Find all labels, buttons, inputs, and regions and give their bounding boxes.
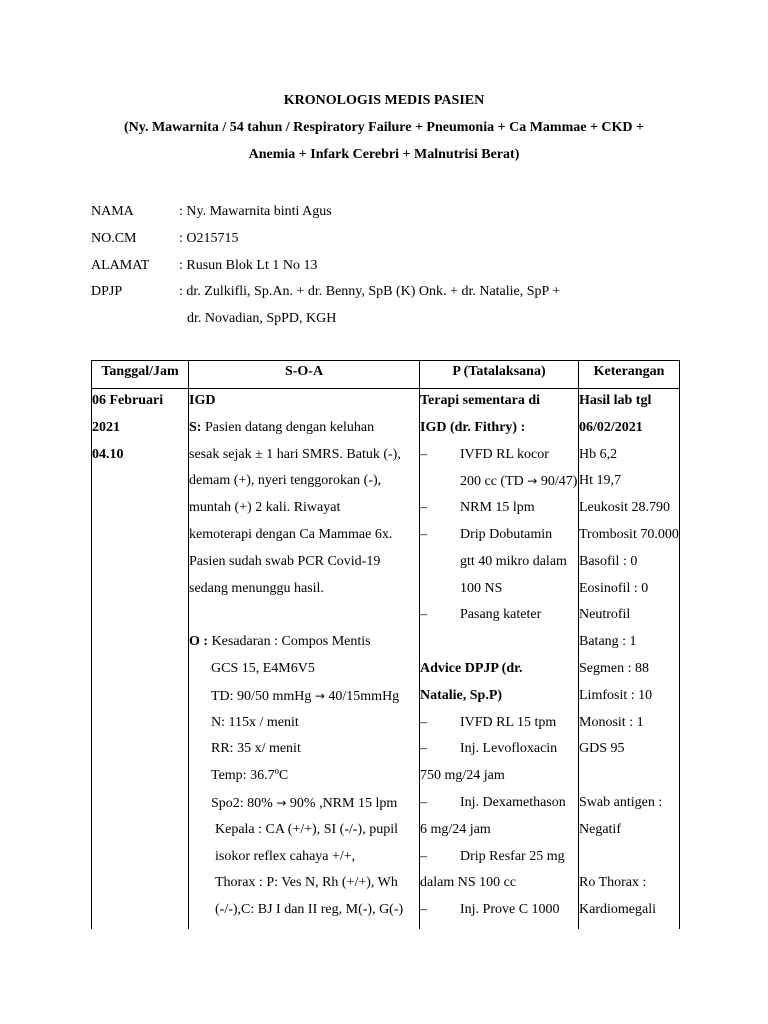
- lab-date: 06/02/2021: [579, 419, 643, 435]
- field-label: NO.CM: [91, 230, 137, 246]
- subjective-text: kemoterapi dengan Ca Mammae 6x.: [189, 526, 393, 542]
- document-subtitle-line2: Anemia + Infark Cerebri + Malnutrisi Berat): [248, 147, 520, 162]
- header-date: Tanggal/Jam: [101, 364, 179, 379]
- plan-item: IVFD RL kocor: [460, 446, 549, 462]
- patient-name-value: : Ny. Mawarnita binti Agus: [179, 204, 332, 219]
- plan-item: Drip Dobutamin: [460, 526, 553, 542]
- patient-dpjp-continued-value: dr. Novadian, SpPD, KGH: [187, 311, 337, 327]
- plan-cell: Terapi sementara di IGD (dr. Fithry) : – IVFD RL kocor 200 cc (TD → 90/47) – NRM 15 lpm – Drip Dobutamin gtt 40 mikro dalam 100 NS – Pasang kateter Advice DPJP (dr. Natalie, Sp.P) – IVFD RL 15 tpm – Inj. Levofloxacin 750 mg/24 jam – Inj. Dexamethason 6 mg/24 jam – Drip Resfar 25 mg dalam NS 100 cc – Inj. Prove C 1000: [420, 388, 578, 924]
- lab-value: Eosinofil : 0: [579, 580, 649, 596]
- soa-cell: [189, 388, 419, 924]
- subjective-label: S:: [189, 419, 202, 435]
- date-cell: [92, 388, 187, 468]
- lab-value: Neutrofil: [579, 607, 631, 623]
- gcs-text: GCS 15, E4M6V5: [211, 660, 315, 676]
- date-line: 06 Februari: [92, 393, 164, 408]
- subjective-text: Pasien datang dengan keluhan: [201, 419, 375, 435]
- advice-item: Drip Resfar 25 mg: [460, 848, 565, 864]
- xray-result: Kardiomegali: [579, 902, 656, 918]
- pulse-text: N: 115x / menit: [211, 714, 299, 730]
- patient-info: [91, 199, 691, 333]
- notes-cell: [579, 388, 679, 924]
- patient-mrn-row: [91, 226, 691, 253]
- lab-value: Basofil : 0: [579, 553, 638, 569]
- patient-dpjp-row: [91, 279, 691, 306]
- patient-mrn-value: : O215715: [179, 230, 239, 246]
- field-label: DPJP: [91, 284, 123, 300]
- swab-result: Negatif: [579, 821, 621, 837]
- lab-value: Limfosit : 10: [579, 687, 653, 703]
- blood-pressure: TD: 90/50 mmHg → 40/15mmHg: [211, 688, 400, 704]
- advice-item: IVFD RL 15 tpm: [460, 714, 557, 730]
- subjective-text: Pasien sudah swab PCR Covid-19: [189, 553, 381, 569]
- chronology-table: [91, 360, 680, 929]
- subjective-text: muntah (+) 2 kali. Riwayat: [189, 500, 341, 516]
- objective-text: Kesadaran : Compos Mentis: [208, 634, 371, 650]
- advice-item: Inj. Levofloxacin: [460, 741, 558, 757]
- spo2-text: Spo2: 80% → 90% ,NRM 15 lpm: [211, 795, 398, 811]
- field-label: ALAMAT: [91, 257, 150, 273]
- header-plan: P (Tatalaksana): [452, 364, 546, 379]
- lab-value: Leukosit 28.790: [579, 500, 670, 516]
- temperature-text: Temp: 36.7ºC: [211, 768, 289, 784]
- header-notes: Keterangan: [593, 364, 665, 379]
- lab-value: Monosit : 1: [579, 714, 644, 730]
- patient-dpjp-value: : dr. Zulkifli, Sp.An. + dr. Benny, SpB (K) Onk. + dr. Natalie, SpP +: [179, 284, 561, 300]
- lab-value: Ht 19,7: [579, 473, 621, 489]
- plan-item: Pasang kateter: [460, 607, 542, 623]
- patient-name-row: [91, 199, 691, 226]
- advice-item: Inj. Dexamethason: [460, 794, 566, 810]
- document-subtitle-line1: (Ny. Mawarnita / 54 tahun / Respiratory Failure + Pneumonia + Ca Mammae + CKD +: [123, 120, 645, 135]
- patient-dpjp-continued-row: [91, 306, 691, 333]
- date-line: 2021: [92, 419, 120, 435]
- lab-heading: Hasil lab tgl: [579, 393, 652, 408]
- document-title: KRONOLOGIS MEDIS PASIEN: [283, 93, 485, 108]
- right-arrow-icon: →: [314, 688, 325, 703]
- soa-heading: IGD: [189, 393, 216, 408]
- subjective-text: sedang menunggu hasil.: [189, 580, 324, 596]
- thorax-exam-text: (-/-),C: BJ I dan II reg, M(-), G(-): [215, 902, 404, 918]
- respiratory-rate-text: RR: 35 x/ menit: [211, 741, 301, 757]
- time-line: 04.10: [92, 446, 124, 462]
- lab-value: Trombosit 70.000: [579, 526, 679, 542]
- subjective-text: sesak sejak ± 1 hari SMRS. Batuk (-),: [189, 446, 401, 462]
- lab-value: Segmen : 88: [579, 660, 649, 676]
- xray-label: Ro Thorax :: [579, 875, 647, 891]
- lab-value: Batang : 1: [579, 634, 637, 650]
- advice-item: Inj. Prove C 1000: [460, 902, 560, 918]
- objective-label: O :: [189, 634, 209, 650]
- head-exam-text: Kepala : CA (+/+), SI (-/-), pupil: [215, 821, 398, 837]
- right-arrow-icon: →: [276, 795, 287, 810]
- lab-value: Hb 6,2: [579, 446, 618, 462]
- advice-heading: Natalie, Sp.P): [420, 687, 503, 703]
- swab-label: Swab antigen :: [579, 794, 663, 810]
- right-arrow-icon: →: [527, 474, 538, 489]
- thorax-exam-text: Thorax : P: Ves N, Rh (+/+), Wh: [215, 875, 398, 891]
- subjective-text: demam (+), nyeri tenggorokan (-),: [189, 473, 382, 489]
- lab-value: GDS 95: [579, 741, 625, 757]
- field-label: NAMA: [91, 204, 134, 219]
- plan-heading: Terapi sementara di: [420, 393, 541, 408]
- header-soa: S-O-A: [284, 364, 324, 379]
- plan-heading: IGD (dr. Fithry) :: [420, 419, 526, 435]
- plan-item: NRM 15 lpm: [460, 500, 535, 516]
- patient-address-value: : Rusun Blok Lt 1 No 13: [179, 257, 318, 273]
- advice-heading: Advice DPJP (dr.: [420, 660, 523, 676]
- head-exam-text: isokor reflex cahaya +/+,: [215, 848, 356, 864]
- field-label: [91, 306, 179, 333]
- patient-address-row: [91, 253, 691, 280]
